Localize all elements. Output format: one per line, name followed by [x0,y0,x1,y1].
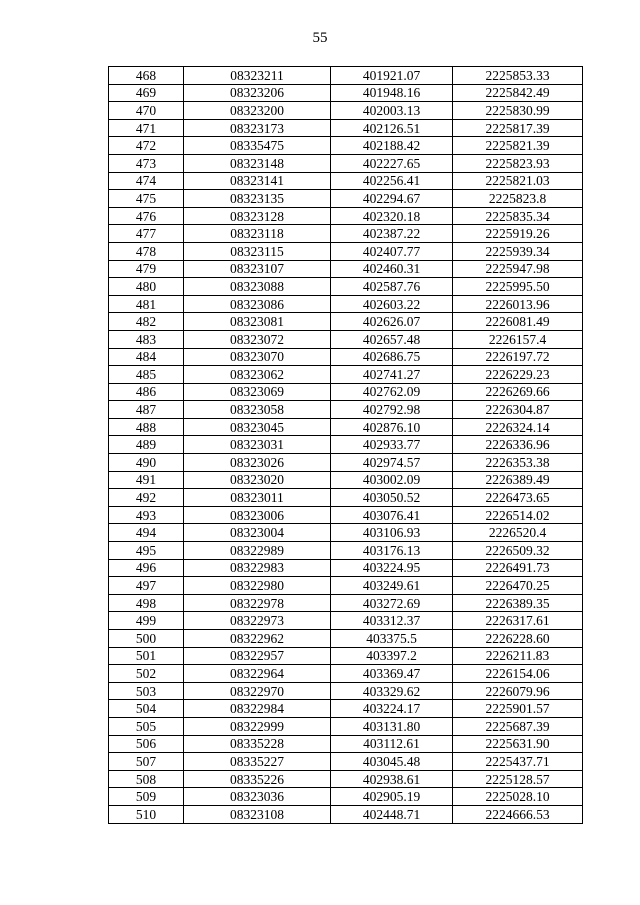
table-row [109,401,583,419]
x-coordinate-cell: 402905.19 [331,788,453,806]
x-coordinate-cell: 403312.37 [331,612,453,630]
code-cell: 08322999 [184,717,331,735]
y-coordinate-cell: 2225853.33 [453,67,583,85]
x-coordinate-cell: 403249.61 [331,577,453,595]
table-row [109,665,583,683]
x-coordinate-cell: 402603.22 [331,295,453,313]
point-number-cell: 490 [109,454,184,472]
x-coordinate-cell: 403329.62 [331,682,453,700]
point-number-cell: 508 [109,770,184,788]
table-row [109,577,583,595]
point-number-cell: 471 [109,119,184,137]
x-coordinate-cell: 402587.76 [331,278,453,296]
point-number-cell: 506 [109,735,184,753]
x-coordinate-cell: 401948.16 [331,84,453,102]
point-number-cell: 478 [109,242,184,260]
point-number-cell: 489 [109,436,184,454]
x-coordinate-cell: 402626.07 [331,313,453,331]
code-cell: 08323211 [184,67,331,85]
y-coordinate-cell: 2225821.03 [453,172,583,190]
table-row [109,753,583,771]
y-coordinate-cell: 2226157.4 [453,330,583,348]
point-number-cell: 492 [109,489,184,507]
y-coordinate-cell: 2226520.4 [453,524,583,542]
table-row [109,700,583,718]
table-row [109,542,583,560]
table-row [109,559,583,577]
x-coordinate-cell: 402294.67 [331,190,453,208]
code-cell: 08323107 [184,260,331,278]
code-cell: 08323088 [184,278,331,296]
table-row [109,788,583,806]
x-coordinate-cell: 402126.51 [331,119,453,137]
table-row [109,524,583,542]
code-cell: 08323118 [184,225,331,243]
y-coordinate-cell: 2225687.39 [453,717,583,735]
code-cell: 08323070 [184,348,331,366]
y-coordinate-cell: 2226197.72 [453,348,583,366]
x-coordinate-cell: 402387.22 [331,225,453,243]
code-cell: 08323031 [184,436,331,454]
code-cell: 08323081 [184,313,331,331]
y-coordinate-cell: 2226336.96 [453,436,583,454]
y-coordinate-cell: 2226491.73 [453,559,583,577]
table-row [109,735,583,753]
table-row [109,471,583,489]
code-cell: 08323200 [184,102,331,120]
y-coordinate-cell: 2226013.96 [453,295,583,313]
table-row [109,770,583,788]
table-row [109,295,583,313]
code-cell: 08335226 [184,770,331,788]
x-coordinate-cell: 403131.80 [331,717,453,735]
y-coordinate-cell: 2225919.26 [453,225,583,243]
table-row [109,102,583,120]
table-row [109,682,583,700]
code-cell: 08323108 [184,805,331,823]
y-coordinate-cell: 2226269.66 [453,383,583,401]
table-row [109,260,583,278]
x-coordinate-cell: 402448.71 [331,805,453,823]
y-coordinate-cell: 2225128.57 [453,770,583,788]
y-coordinate-cell: 2226317.61 [453,612,583,630]
table-row [109,805,583,823]
x-coordinate-cell: 402741.27 [331,366,453,384]
x-coordinate-cell: 403076.41 [331,506,453,524]
point-number-cell: 469 [109,84,184,102]
table-row [109,366,583,384]
code-cell: 08323062 [184,366,331,384]
y-coordinate-cell: 2225995.50 [453,278,583,296]
y-coordinate-cell: 2226389.35 [453,594,583,612]
point-number-cell: 481 [109,295,184,313]
point-number-cell: 474 [109,172,184,190]
x-coordinate-cell: 401921.07 [331,67,453,85]
point-number-cell: 509 [109,788,184,806]
x-coordinate-cell: 403176.13 [331,542,453,560]
y-coordinate-cell: 2226389.49 [453,471,583,489]
y-coordinate-cell: 2225835.34 [453,207,583,225]
x-coordinate-cell: 403050.52 [331,489,453,507]
table-row [109,436,583,454]
y-coordinate-cell: 2225823.93 [453,154,583,172]
code-cell: 08322983 [184,559,331,577]
table-row [109,84,583,102]
table-row [109,717,583,735]
table-row [109,348,583,366]
code-cell: 08322980 [184,577,331,595]
code-cell: 08322978 [184,594,331,612]
code-cell: 08323141 [184,172,331,190]
point-number-cell: 470 [109,102,184,120]
code-cell: 08322962 [184,630,331,648]
code-cell: 08323026 [184,454,331,472]
y-coordinate-cell: 2225901.57 [453,700,583,718]
table-row [109,489,583,507]
y-coordinate-cell: 2225947.98 [453,260,583,278]
x-coordinate-cell: 402227.65 [331,154,453,172]
table-row [109,225,583,243]
point-number-cell: 485 [109,366,184,384]
table-row [109,137,583,155]
x-coordinate-cell: 402003.13 [331,102,453,120]
code-cell: 08335228 [184,735,331,753]
point-number-cell: 480 [109,278,184,296]
table-row [109,119,583,137]
y-coordinate-cell: 2226353.38 [453,454,583,472]
code-cell: 08323135 [184,190,331,208]
x-coordinate-cell: 403375.5 [331,630,453,648]
point-number-cell: 491 [109,471,184,489]
y-coordinate-cell: 2225817.39 [453,119,583,137]
x-coordinate-cell: 403224.17 [331,700,453,718]
y-coordinate-cell: 2225437.71 [453,753,583,771]
code-cell: 08323115 [184,242,331,260]
point-number-cell: 497 [109,577,184,595]
x-coordinate-cell: 402792.98 [331,401,453,419]
table-row [109,418,583,436]
y-coordinate-cell: 2225939.34 [453,242,583,260]
point-number-cell: 498 [109,594,184,612]
y-coordinate-cell: 2225028.10 [453,788,583,806]
coordinates-table [108,66,583,824]
x-coordinate-cell: 403045.48 [331,753,453,771]
x-coordinate-cell: 403106.93 [331,524,453,542]
x-coordinate-cell: 402933.77 [331,436,453,454]
point-number-cell: 473 [109,154,184,172]
y-coordinate-cell: 2225631.90 [453,735,583,753]
point-number-cell: 479 [109,260,184,278]
point-number-cell: 483 [109,330,184,348]
x-coordinate-cell: 403224.95 [331,559,453,577]
point-number-cell: 510 [109,805,184,823]
code-cell: 08323072 [184,330,331,348]
point-number-cell: 472 [109,137,184,155]
point-number-cell: 494 [109,524,184,542]
table-row [109,506,583,524]
table-row [109,172,583,190]
y-coordinate-cell: 2226081.49 [453,313,583,331]
code-cell: 08323006 [184,506,331,524]
table-row [109,454,583,472]
table-row [109,383,583,401]
page-number: 55 [312,30,328,46]
code-cell: 08323086 [184,295,331,313]
y-coordinate-cell: 2226304.87 [453,401,583,419]
y-coordinate-cell: 2226079.96 [453,682,583,700]
x-coordinate-cell: 402686.75 [331,348,453,366]
x-coordinate-cell: 402188.42 [331,137,453,155]
x-coordinate-cell: 403272.69 [331,594,453,612]
code-cell: 08323011 [184,489,331,507]
y-coordinate-cell: 2226470.25 [453,577,583,595]
y-coordinate-cell: 2225830.99 [453,102,583,120]
y-coordinate-cell: 2226229.23 [453,366,583,384]
code-cell: 08323036 [184,788,331,806]
table-row [109,612,583,630]
x-coordinate-cell: 402460.31 [331,260,453,278]
y-coordinate-cell: 2225842.49 [453,84,583,102]
x-coordinate-cell: 402938.61 [331,770,453,788]
table-row [109,154,583,172]
code-cell: 08323206 [184,84,331,102]
point-number-cell: 482 [109,313,184,331]
code-cell: 08323069 [184,383,331,401]
code-cell: 08322964 [184,665,331,683]
code-cell: 08323128 [184,207,331,225]
point-number-cell: 504 [109,700,184,718]
table-row [109,207,583,225]
y-coordinate-cell: 2226211.83 [453,647,583,665]
table-row [109,278,583,296]
x-coordinate-cell: 403002.09 [331,471,453,489]
point-number-cell: 496 [109,559,184,577]
point-number-cell: 499 [109,612,184,630]
code-cell: 08323045 [184,418,331,436]
y-coordinate-cell: 2224666.53 [453,805,583,823]
code-cell: 08335475 [184,137,331,155]
x-coordinate-cell: 402974.57 [331,454,453,472]
table-row [109,67,583,85]
y-coordinate-cell: 2226228.60 [453,630,583,648]
table-row [109,330,583,348]
table-body [109,67,583,824]
y-coordinate-cell: 2225821.39 [453,137,583,155]
point-number-cell: 468 [109,67,184,85]
y-coordinate-cell: 2226509.32 [453,542,583,560]
x-coordinate-cell: 402876.10 [331,418,453,436]
code-cell: 08322984 [184,700,331,718]
code-cell: 08322973 [184,612,331,630]
point-number-cell: 501 [109,647,184,665]
point-number-cell: 505 [109,717,184,735]
point-number-cell: 488 [109,418,184,436]
code-cell: 08323058 [184,401,331,419]
table-row [109,647,583,665]
y-coordinate-cell: 2225823.8 [453,190,583,208]
y-coordinate-cell: 2226154.06 [453,665,583,683]
x-coordinate-cell: 402657.48 [331,330,453,348]
y-coordinate-cell: 2226324.14 [453,418,583,436]
x-coordinate-cell: 403369.47 [331,665,453,683]
table-row [109,190,583,208]
y-coordinate-cell: 2226473.65 [453,489,583,507]
code-cell: 08323148 [184,154,331,172]
point-number-cell: 503 [109,682,184,700]
code-cell: 08322957 [184,647,331,665]
point-number-cell: 500 [109,630,184,648]
x-coordinate-cell: 402762.09 [331,383,453,401]
code-cell: 08322970 [184,682,331,700]
x-coordinate-cell: 403112.61 [331,735,453,753]
point-number-cell: 477 [109,225,184,243]
code-cell: 08323173 [184,119,331,137]
table-row [109,242,583,260]
x-coordinate-cell: 402320.18 [331,207,453,225]
point-number-cell: 502 [109,665,184,683]
code-cell: 08322989 [184,542,331,560]
table-row [109,594,583,612]
x-coordinate-cell: 402256.41 [331,172,453,190]
table-row [109,630,583,648]
point-number-cell: 495 [109,542,184,560]
table-row [109,313,583,331]
point-number-cell: 475 [109,190,184,208]
code-cell: 08335227 [184,753,331,771]
code-cell: 08323020 [184,471,331,489]
point-number-cell: 493 [109,506,184,524]
point-number-cell: 486 [109,383,184,401]
x-coordinate-cell: 402407.77 [331,242,453,260]
point-number-cell: 484 [109,348,184,366]
x-coordinate-cell: 403397.2 [331,647,453,665]
point-number-cell: 476 [109,207,184,225]
point-number-cell: 487 [109,401,184,419]
y-coordinate-cell: 2226514.02 [453,506,583,524]
code-cell: 08323004 [184,524,331,542]
point-number-cell: 507 [109,753,184,771]
